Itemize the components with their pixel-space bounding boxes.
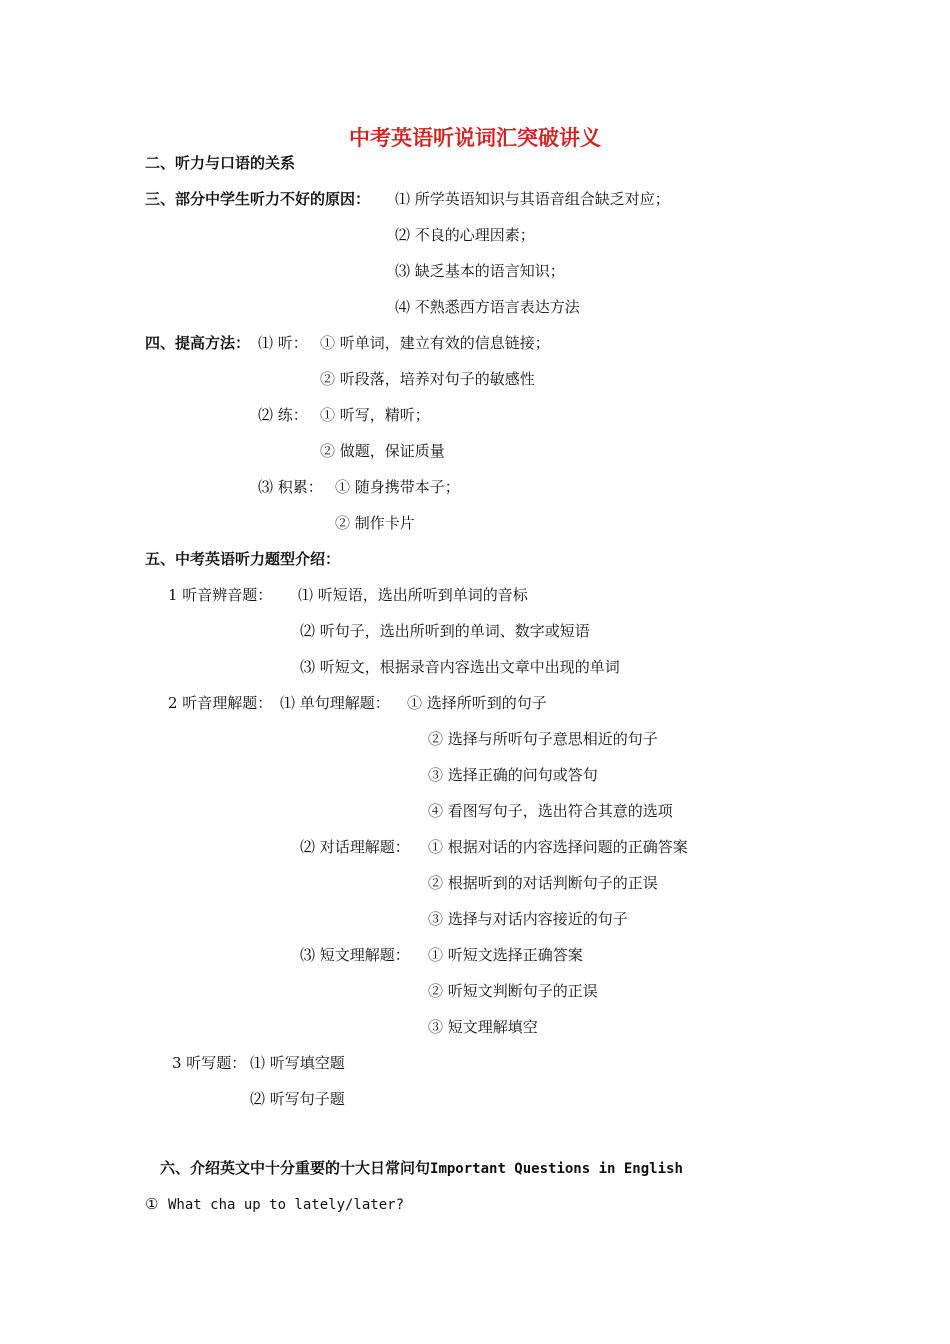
type-3-item-2: ⑵ 听写句子题 bbox=[250, 1090, 345, 1108]
group-1-item-3: ③ 选择正确的问句或答句 bbox=[428, 766, 598, 784]
question-1-number: ① bbox=[145, 1195, 159, 1213]
reason-1: ⑴ 所学英语知识与其语音组合缺乏对应； bbox=[395, 190, 670, 208]
page-title: 中考英语听说词汇突破讲义 bbox=[349, 125, 601, 150]
group-1-item-1: ① 选择所听到的句子 bbox=[407, 694, 547, 712]
method-3-item-1: ① 随身携带本子； bbox=[335, 478, 460, 496]
reason-2: ⑵ 不良的心理因素； bbox=[395, 226, 535, 244]
group-3-item-2: ② 听短文判断句子的正误 bbox=[428, 982, 598, 1000]
method-3-label: ⑶ 积累： bbox=[258, 478, 323, 496]
section-6-heading bbox=[160, 1158, 683, 1179]
type-1-item-1: ⑴ 听短语，选出所听到单词的音标 bbox=[298, 586, 528, 604]
method-2-item-2: ② 做题，保证质量 bbox=[320, 442, 445, 460]
method-2-label: ⑵ 练： bbox=[258, 406, 308, 424]
type-2-label: 2 听音理解题： bbox=[168, 694, 273, 712]
group-1-item-4: ④ 看图写句子，选出符合其意的选项 bbox=[428, 802, 673, 820]
group-2-item-2: ② 根据听到的对话判断句子的正误 bbox=[428, 874, 658, 892]
type-1-item-2: ⑵ 听句子，选出所听到的单词、数字或短语 bbox=[300, 622, 590, 640]
type-3-label: 3 听写题： bbox=[172, 1054, 247, 1072]
section-4-heading: 四、提高方法： bbox=[145, 334, 251, 352]
method-1-item-1: ① 听单词，建立有效的信息链接； bbox=[320, 334, 550, 352]
type-1-label: 1 听音辨音题： bbox=[168, 586, 273, 604]
method-2-item-1: ① 听写，精听； bbox=[320, 406, 430, 424]
reason-4: ⑷ 不熟悉西方语言表达方法 bbox=[395, 298, 580, 316]
group-3-label: ⑶ 短文理解题： bbox=[300, 946, 410, 964]
section-2-heading: 二、听力与口语的关系 bbox=[145, 154, 296, 172]
group-2-item-1: ① 根据对话的内容选择问题的正确答案 bbox=[428, 838, 688, 856]
section-5-heading: 五、中考英语听力题型介绍： bbox=[145, 550, 341, 568]
method-1-label: ⑴ 听： bbox=[258, 334, 308, 352]
reason-3: ⑶ 缺乏基本的语言知识； bbox=[395, 262, 565, 280]
group-2-label: ⑵ 对话理解题： bbox=[300, 838, 410, 856]
group-2-item-3: ③ 选择与对话内容接近的句子 bbox=[428, 910, 628, 928]
section-6-heading-en: Important Questions in English bbox=[430, 1161, 683, 1177]
group-1-label: ⑴ 单句理解题： bbox=[280, 694, 390, 712]
section-3-heading: 三、部分中学生听力不好的原因： bbox=[145, 190, 371, 208]
type-3-item-1: ⑴ 听写填空题 bbox=[250, 1054, 345, 1072]
method-3-item-2: ② 制作卡片 bbox=[335, 514, 415, 532]
group-3-item-1: ① 听短文选择正确答案 bbox=[428, 946, 583, 964]
group-3-item-3: ③ 短文理解填空 bbox=[428, 1018, 538, 1036]
type-1-item-3: ⑶ 听短文，根据录音内容选出文章中出现的单词 bbox=[300, 658, 620, 676]
section-6-heading-cn: 六、介绍英文中十分重要的十大日常问句 bbox=[160, 1159, 431, 1177]
method-1-item-2: ② 听段落，培养对句子的敏感性 bbox=[320, 370, 535, 388]
group-1-item-2: ② 选择与所听句子意思相近的句子 bbox=[428, 730, 658, 748]
question-1-text: What cha up to lately/later? bbox=[168, 1197, 405, 1213]
question-1 bbox=[145, 1194, 404, 1215]
